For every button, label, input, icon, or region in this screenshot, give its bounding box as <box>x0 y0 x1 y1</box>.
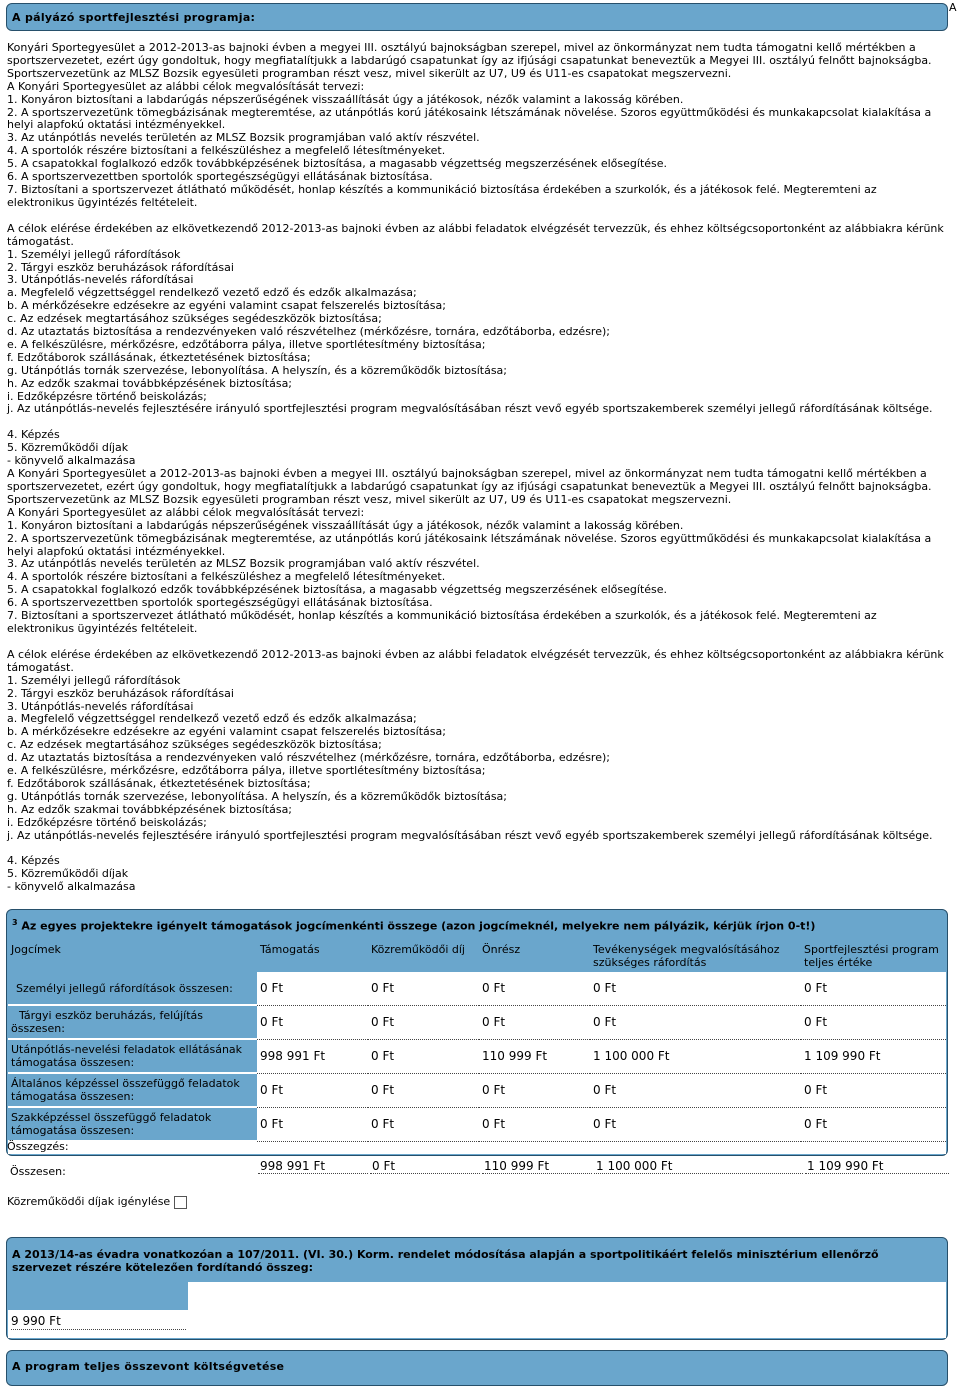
summary-label: Összegzés: <box>7 1140 69 1153</box>
total-value[interactable]: 110 999 Ft <box>482 1159 592 1174</box>
section-header-sport-program <box>6 3 948 31</box>
paragraph: a. Megfelelő végzettséggel rendelkező vezető edző és edzők alkalmazása; <box>7 712 417 726</box>
row-label: Utánpótlás-nevelési feladatok ellátásának támogatása összesen: <box>8 1039 257 1073</box>
paragraph: 1. Személyi jellegű ráfordítások <box>7 247 181 261</box>
paragraph: 3. Utánpótlás-nevelés ráfordításai <box>7 699 194 713</box>
row-value[interactable]: 0 Ft <box>479 1073 590 1107</box>
row-value[interactable]: 0 Ft <box>368 1039 479 1073</box>
paragraph: - könyvelő alkalmazása <box>7 454 136 468</box>
paragraph: c. Az edzések megtartásához szükséges segédeszközök biztosítása; <box>7 312 382 326</box>
paragraph: d. Az utaztatás biztosítása a rendezvényeken való részvételhez (mérkőzésre, tornára, edzőtáborba, edzésre); <box>7 325 610 339</box>
paragraph: 2. A sportszervezetünk tömegbázisának megteremtése, az utánpótlás korú játékosaink létszámának növelése. Szoros együttműködési és munkakapcsolat kialakítása a helyi alapfokú oktatási intézményekkel. <box>7 105 935 132</box>
row-value[interactable]: 0 Ft <box>368 972 479 1005</box>
ministry-fee-value[interactable]: 9 990 Ft <box>11 1314 186 1330</box>
col-header-jogcimek: Jogcímek <box>8 940 257 972</box>
row-value[interactable]: 1 109 990 Ft <box>801 1039 946 1073</box>
col-header-teljes-ertek: Sportfejlesztési program teljes értéke <box>801 940 946 972</box>
total-value[interactable]: 998 991 Ft <box>258 1159 368 1174</box>
program-description-text <box>7 42 947 894</box>
paragraph: i. Edzőképzésre történő beiskolázás; <box>7 815 207 829</box>
paragraph: 1. Konyáron biztosítani a labdarúgás népszerűségének visszaállítását úgy a játékosok, nézők valamint a lakosság körében. <box>7 518 684 532</box>
row-value[interactable]: 0 Ft <box>590 972 801 1005</box>
paragraph: 2. Tárgyi eszköz beruházások ráfordításai <box>7 686 234 700</box>
row-value[interactable]: 0 Ft <box>368 1005 479 1039</box>
row-value[interactable]: 110 999 Ft <box>479 1039 590 1073</box>
paragraph: A célok elérése érdekében az elkövetkezendő 2012-2013-as bajnoki évben az alábbi feladatok elvégzését tervezzük, és ehhez költségcsoportonként az alábbiakra kérünk támogatást. <box>7 221 948 248</box>
paragraph: 2. A sportszervezetünk tömegbázisának megteremtése, az utánpótlás korú játékosaink létszámának növelése. Szoros együttműködési és munkakapcsolat kialakítása a helyi alapfokú oktatási intézményekkel. <box>7 531 935 558</box>
table-row <box>8 1039 946 1073</box>
row-value[interactable]: 0 Ft <box>257 1107 368 1141</box>
row-value[interactable]: 0 Ft <box>368 1107 479 1141</box>
paragraph: 4. A sportolók részére biztosítani a felkészüléshez a megfelelő létesítményeket. <box>7 570 446 584</box>
ministry-fee-title: A 2013/14-as évadra vonatkozóan a 107/2011. (VI. 30.) Korm. rendelet módosítása alapján a sportpolitikáért felelős minisztérium ellenőrző szervezet részére kötelezően fordítandó összeg: <box>12 1248 879 1274</box>
paragraph: A Konyári Sportegyesület az alábbi célok megvalósítását tervezi: <box>7 505 365 519</box>
ministry-fee-field-header <box>8 1282 188 1310</box>
support-amounts-panel <box>6 909 948 1156</box>
paragraph: j. Az utánpótlás-nevelés fejlesztésére irányuló sportfejlesztési program megvalósításában részt vevő egyéb sportszakemberek személyi jellegű ráfordításának költsége. <box>7 402 933 416</box>
fee-request-checkbox[interactable] <box>174 1196 187 1209</box>
paragraph: 2. Tárgyi eszköz beruházások ráfordításai <box>7 260 234 274</box>
fee-request-label: Közreműködői díjak igénylése <box>7 1195 171 1208</box>
paragraph: 5. A csapatokkal foglalkozó edzők továbbképzésének biztosítása, a magasabb végzettség megszerzésének elősegítése. <box>7 583 668 597</box>
paragraph: e. A felkészülésre, mérkőzésre, edzőtáborra pálya, illetve sportlétesítmény biztosítása; <box>7 337 486 351</box>
paragraph: 5. Közreműködői díjak <box>7 441 129 455</box>
paragraph: c. Az edzések megtartásához szükséges segédeszközök biztosítása; <box>7 738 382 752</box>
paragraph-gap <box>7 416 947 429</box>
paragraph: h. Az edzők szakmai továbbképzésének biztosítása; <box>7 802 293 816</box>
col-header-onresz: Önrész <box>479 940 590 972</box>
row-value[interactable]: 0 Ft <box>801 972 946 1005</box>
row-value[interactable]: 0 Ft <box>479 972 590 1005</box>
paragraph: 4. Képzés <box>7 428 60 442</box>
paragraph: f. Edzőtáborok szállásának, étkeztetésének biztosítása; <box>7 350 311 364</box>
paragraph: 5. A csapatokkal foglalkozó edzők továbbképzésének biztosítása, a magasabb végzettség megszerzésének elősegítése. <box>7 157 668 171</box>
paragraph: 4. Képzés <box>7 854 60 868</box>
total-label: Összesen: <box>10 1165 66 1178</box>
row-label: Szakképzéssel összefüggő feladatok támogatása összesen: <box>8 1107 257 1141</box>
paragraph: 7. Biztosítani a sportszervezet átlátható működését, honlap készítés a kommunikáció biztosítása érdekében a szurkolók, és a játékosok felé. Megteremteni az elektronikus ügyintézés feltételeit. <box>7 609 881 635</box>
col-header-kozremukodoi-dij: Közreműködői díj <box>368 940 479 972</box>
paragraph: h. Az edzők szakmai továbbképzésének biztosítása; <box>7 376 293 390</box>
paragraph-gap <box>7 636 947 649</box>
paragraph: 5. Közreműködői díjak <box>7 867 129 881</box>
paragraph-gap <box>7 842 947 855</box>
paragraph: b. A mérkőzésekre edzésekre az egyéni valamint csapat felszerelés biztosítása; <box>7 725 446 739</box>
row-label: Általános képzéssel összefüggő feladatok támogatása összesen: <box>8 1073 257 1107</box>
paragraph: g. Utánpótlás tornák szervezése, lebonyolítása. A helyszín, és a közreműködők biztosítása; <box>7 363 508 377</box>
row-value[interactable]: 0 Ft <box>590 1107 801 1141</box>
paragraph: Sportszervezetünk az MLSZ Bozsik egyesületi programban részt vesz, mivel sikerült az U7, U9 és U11-es csapatokat megszervezni. <box>7 492 732 506</box>
row-value[interactable]: 0 Ft <box>257 1005 368 1039</box>
table-header-row <box>8 940 946 972</box>
table-row <box>8 972 946 1005</box>
total-value[interactable]: 1 109 990 Ft <box>805 1159 949 1174</box>
row-value[interactable]: 1 100 000 Ft <box>590 1039 801 1073</box>
paragraph: 3. Az utánpótlás nevelés területén az MLSZ Bozsik programjában való aktív részvétel. <box>7 131 480 145</box>
paragraph: A Konyári Sportegyesület a 2012-2013-as bajnoki évben a megyei III. osztályú bajnokságban szerepel, mivel az önkormányzat nem tudta támogatni kellő mértékben a sportszervezetet, ezért úgy gondoltuk, hogy megfiatalítjukk a labdarúgó csapatunkat így az ifjúsági csapatunkat beneveztük a Megyei III. osztályú felnőtt bajnokságba. <box>7 467 932 493</box>
paragraph: 6. A sportszervezettben sportolók sportegészségügyi ellátásának biztosítása. <box>7 596 433 610</box>
paragraph: b. A mérkőzésekre edzésekre az egyéni valamint csapat felszerelés biztosítása; <box>7 299 446 313</box>
paragraph: f. Edzőtáborok szállásának, étkeztetésének biztosítása; <box>7 776 311 790</box>
table-row <box>8 1107 946 1141</box>
col-header-raforditas: Tevékenységek megvalósításához szükséges ráfordítás <box>590 940 801 972</box>
fee-request-row <box>7 1195 187 1209</box>
support-amounts-title-text: Az egyes projektekre igényelt támogatások jogcímenkénti összege (azon jogcímeknél, melyekre nem pályázik, kérjük írjon 0-t!) <box>21 919 816 933</box>
col-header-tamogatas: Támogatás <box>257 940 368 972</box>
total-value[interactable]: 0 Ft <box>370 1159 480 1174</box>
paragraph: 1. Személyi jellegű ráfordítások <box>7 673 181 687</box>
row-value[interactable]: 0 Ft <box>479 1005 590 1039</box>
support-amounts-title <box>12 918 815 933</box>
ministry-fee-panel <box>6 1237 948 1340</box>
paragraph: A Konyári Sportegyesület az alábbi célok megvalósítását tervezi: <box>7 79 365 93</box>
table-row <box>8 1005 946 1039</box>
row-value[interactable]: 0 Ft <box>590 1005 801 1039</box>
paragraph: d. Az utaztatás biztosítása a rendezvényeken való részvételhez (mérkőzésre, tornára, edzőtáborba, edzésre); <box>7 751 610 765</box>
table-row <box>8 1073 946 1107</box>
section-header-budget <box>6 1350 948 1386</box>
support-amounts-table <box>8 940 946 1142</box>
section-header-title: A pályázó sportfejlesztési programja: <box>12 11 256 24</box>
row-value[interactable]: 998 991 Ft <box>257 1039 368 1073</box>
paragraph: g. Utánpótlás tornák szervezése, lebonyolítása. A helyszín, és a közreműködők biztosítása; <box>7 789 508 803</box>
row-value[interactable]: 0 Ft <box>801 1073 946 1107</box>
paragraph: 6. A sportszervezettben sportolók sportegészségügyi ellátásának biztosítása. <box>7 170 433 184</box>
paragraph: Konyári Sportegyesület a 2012-2013-as bajnoki évben a megyei III. osztályú bajnokságban szerepel, mivel az önkormányzat nem tudta támogatni kellő mértékben a sportszervezetet, ezért úgy gondoltuk, hogy megfiatalítjukk a labdarúgó csapatunkat így az ifjúsági csapatunkat beneveztük a Megyei III. osztályú felnőtt bajnokságba. <box>7 41 932 67</box>
row-label: Tárgyi eszköz beruházás, felújítás összesen: <box>8 1005 257 1039</box>
paragraph: Sportszervezetünk az MLSZ Bozsik egyesületi programban részt vesz, mivel sikerült az U7, U9 és U11-es csapatokat megszervezni. <box>7 66 732 80</box>
row-label: Személyi jellegű ráfordítások összesen: <box>8 972 257 1005</box>
row-value[interactable]: 0 Ft <box>257 1073 368 1107</box>
row-value[interactable]: 0 Ft <box>801 1005 946 1039</box>
paragraph: 3. Utánpótlás-nevelés ráfordításai <box>7 273 194 287</box>
paragraph: j. Az utánpótlás-nevelés fejlesztésére irányuló sportfejlesztési program megvalósításában részt vevő egyéb sportszakemberek személyi jellegű ráfordításának költsége. <box>7 828 933 842</box>
paragraph: i. Edzőképzésre történő beiskolázás; <box>7 389 207 403</box>
paragraph-gap <box>7 210 947 223</box>
paragraph: 3. Az utánpótlás nevelés területén az MLSZ Bozsik programjában való aktív részvétel. <box>7 557 480 571</box>
paragraph: 4. A sportolók részére biztosítani a felkészüléshez a megfelelő létesítményeket. <box>7 144 446 158</box>
row-value[interactable]: 0 Ft <box>479 1107 590 1141</box>
paragraph: 1. Konyáron biztosítani a labdarúgás népszerűségének visszaállítását úgy a játékosok, nézők valamint a lakosság körében. <box>7 92 684 106</box>
total-value[interactable]: 1 100 000 Ft <box>594 1159 803 1174</box>
corner-letter: A <box>949 1 957 14</box>
paragraph: a. Megfelelő végzettséggel rendelkező vezető edző és edzők alkalmazása; <box>7 286 417 300</box>
budget-header-title: A program teljes összevont költségvetése <box>12 1360 285 1373</box>
row-value[interactable]: 0 Ft <box>590 1073 801 1107</box>
footnote-marker: 3 <box>12 918 18 927</box>
row-value[interactable]: 0 Ft <box>257 972 368 1005</box>
support-amounts-table-wrapper <box>8 940 946 1154</box>
paragraph: - könyvelő alkalmazása <box>7 880 136 894</box>
row-value[interactable]: 0 Ft <box>801 1107 946 1141</box>
paragraph: e. A felkészülésre, mérkőzésre, edzőtáborra pálya, illetve sportlétesítmény biztosítása; <box>7 764 486 778</box>
paragraph: A célok elérése érdekében az elkövetkezendő 2012-2013-as bajnoki évben az alábbi feladatok elvégzését tervezzük, és ehhez költségcsoportonként az alábbiakra kérünk támogatást. <box>7 647 948 674</box>
paragraph: 7. Biztosítani a sportszervezet átlátható működését, honlap készítés a kommunikáció biztosítása érdekében a szurkolók, és a játékosok felé. Megteremteni az elektronikus ügyintézés feltételeit. <box>7 182 881 209</box>
ministry-fee-field-wrapper <box>8 1282 946 1338</box>
row-value[interactable]: 0 Ft <box>368 1073 479 1107</box>
